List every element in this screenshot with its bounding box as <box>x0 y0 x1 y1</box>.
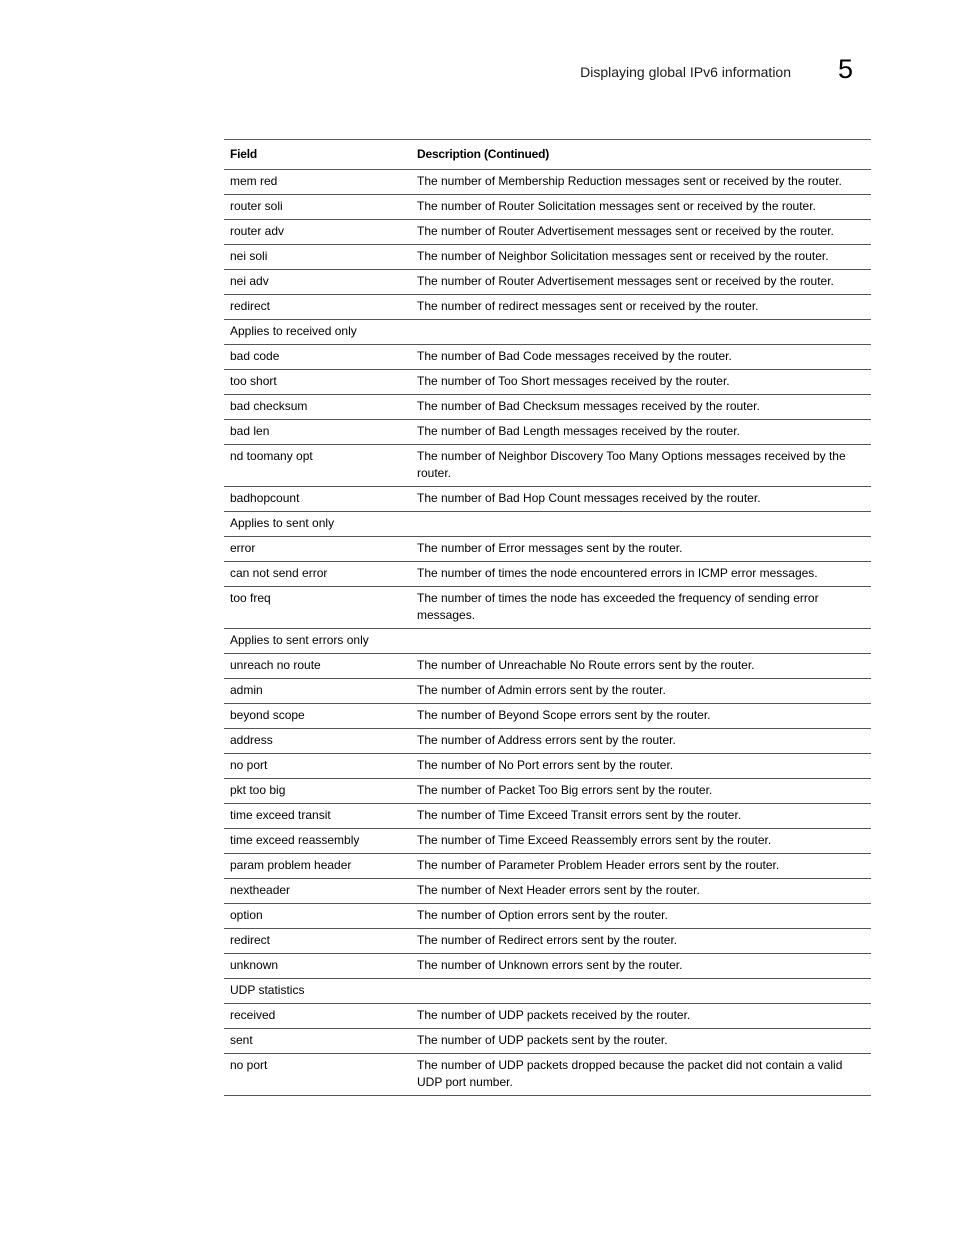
section-label: Applies to received only <box>230 324 357 338</box>
field-description: The number of Bad Hop Count messages received by the router. <box>417 491 761 505</box>
chapter-number: 5 <box>838 54 854 84</box>
field-name: too short <box>230 374 277 388</box>
field-description: The number of Bad Code messages received by the router. <box>417 349 732 363</box>
field-name: unreach no route <box>230 658 321 672</box>
field-name: bad checksum <box>230 399 308 413</box>
field-name: nei adv <box>230 274 269 288</box>
field-description: The number of Unreachable No Route errors sent by the router. <box>417 658 755 672</box>
table-row <box>224 754 871 779</box>
field-description: The number of UDP packets sent by the router. <box>417 1033 668 1047</box>
table-row <box>224 704 871 729</box>
field-description: The number of times the node encountered errors in ICMP error messages. <box>417 566 818 580</box>
table-header-row <box>224 140 871 170</box>
field-description: The number of Neighbor Solicitation messages sent or received by the router. <box>417 249 829 263</box>
field-name: beyond scope <box>230 708 305 722</box>
running-header-title: Displaying global IPv6 information <box>580 64 791 80</box>
table-section-row <box>224 979 871 1004</box>
field-name: no port <box>230 1058 268 1072</box>
table-row <box>224 954 871 979</box>
field-description: The number of Admin errors sent by the router. <box>417 683 666 697</box>
field-description: The number of redirect messages sent or received by the router. <box>417 299 759 313</box>
field-name: can not send error <box>230 566 328 580</box>
table-row <box>224 804 871 829</box>
field-name: router adv <box>230 224 285 238</box>
table-row <box>224 370 871 395</box>
field-name: received <box>230 1008 276 1022</box>
field-name: pkt too big <box>230 783 286 797</box>
table-row <box>224 1054 871 1096</box>
table-row <box>224 829 871 854</box>
table-row <box>224 195 871 220</box>
table-row <box>224 445 871 487</box>
field-description: The number of Beyond Scope errors sent by the router. <box>417 708 711 722</box>
table-row <box>224 345 871 370</box>
field-description: The number of Bad Checksum messages received by the router. <box>417 399 760 413</box>
field-name: time exceed reassembly <box>230 833 360 847</box>
table-row <box>224 170 871 195</box>
field-name: no port <box>230 758 268 772</box>
table-row <box>224 679 871 704</box>
table-section-row <box>224 629 871 654</box>
field-name: badhopcount <box>230 491 300 505</box>
table-row <box>224 904 871 929</box>
field-description: The number of Neighbor Discovery Too Many Options messages received by the router. <box>417 449 846 480</box>
field-description: The number of times the node has exceeded the frequency of sending error messages. <box>417 591 819 622</box>
table-row <box>224 270 871 295</box>
field-description: The number of No Port errors sent by the router. <box>417 758 674 772</box>
table-row <box>224 879 871 904</box>
table-row <box>224 929 871 954</box>
table-row <box>224 395 871 420</box>
field-name: bad code <box>230 349 280 363</box>
table-section-row <box>224 512 871 537</box>
table-row <box>224 420 871 445</box>
table-row <box>224 220 871 245</box>
field-name: param problem header <box>230 858 352 872</box>
table-row <box>224 654 871 679</box>
field-description <box>417 512 871 536</box>
field-name: error <box>230 541 256 555</box>
field-description <box>417 979 871 1003</box>
field-description: The number of UDP packets dropped because the packet did not contain a valid UDP port number. <box>417 1058 843 1089</box>
field-description <box>417 320 871 344</box>
section-label: UDP statistics <box>230 983 305 997</box>
field-name: option <box>230 908 263 922</box>
field-description <box>417 629 871 653</box>
table-row <box>224 1029 871 1054</box>
field-name: admin <box>230 683 263 697</box>
section-label: Applies to sent only <box>230 516 335 530</box>
column-header-description: Description (Continued) <box>417 147 550 161</box>
field-name: time exceed transit <box>230 808 331 822</box>
section-label: Applies to sent errors only <box>230 633 369 647</box>
field-description: The number of Router Advertisement messages sent or received by the router. <box>417 274 834 288</box>
field-name: sent <box>230 1033 253 1047</box>
field-name: bad len <box>230 424 270 438</box>
field-description: The number of Packet Too Big errors sent by the router. <box>417 783 713 797</box>
field-description: The number of Router Solicitation messages sent or received by the router. <box>417 199 816 213</box>
field-description: The number of UDP packets received by the router. <box>417 1008 691 1022</box>
table-row <box>224 854 871 879</box>
field-description: The number of Bad Length messages received by the router. <box>417 424 740 438</box>
field-name: too freq <box>230 591 271 605</box>
field-name: address <box>230 733 273 747</box>
field-name: mem red <box>230 174 278 188</box>
table-row <box>224 779 871 804</box>
field-name: unknown <box>230 958 279 972</box>
field-description: The number of Next Header errors sent by the router. <box>417 883 700 897</box>
table-section-row <box>224 320 871 345</box>
field-name: nd toomany opt <box>230 449 313 463</box>
field-description: The number of Option errors sent by the router. <box>417 908 668 922</box>
field-description: The number of Unknown errors sent by the router. <box>417 958 683 972</box>
field-description: The number of Address errors sent by the router. <box>417 733 676 747</box>
field-name: nei soli <box>230 249 268 263</box>
table-row <box>224 245 871 270</box>
field-description: The number of Time Exceed Transit errors sent by the router. <box>417 808 742 822</box>
table-row <box>224 587 871 629</box>
field-name: redirect <box>230 299 271 313</box>
field-description-table <box>224 139 871 1096</box>
field-description: The number of Router Advertisement messages sent or received by the router. <box>417 224 834 238</box>
field-name: nextheader <box>230 883 291 897</box>
table-row <box>224 487 871 512</box>
field-description: The number of Time Exceed Reassembly errors sent by the router. <box>417 833 772 847</box>
table-row <box>224 562 871 587</box>
table-row <box>224 295 871 320</box>
field-name: router soli <box>230 199 283 213</box>
field-description: The number of Too Short messages received by the router. <box>417 374 730 388</box>
table-body <box>224 170 871 1096</box>
field-description: The number of Redirect errors sent by the router. <box>417 933 678 947</box>
field-description: The number of Membership Reduction messages sent or received by the router. <box>417 174 842 188</box>
table-row <box>224 729 871 754</box>
table-row <box>224 537 871 562</box>
field-name: redirect <box>230 933 271 947</box>
field-description: The number of Error messages sent by the router. <box>417 541 683 555</box>
field-description: The number of Parameter Problem Header errors sent by the router. <box>417 858 780 872</box>
column-header-field: Field <box>230 147 258 161</box>
table-row <box>224 1004 871 1029</box>
